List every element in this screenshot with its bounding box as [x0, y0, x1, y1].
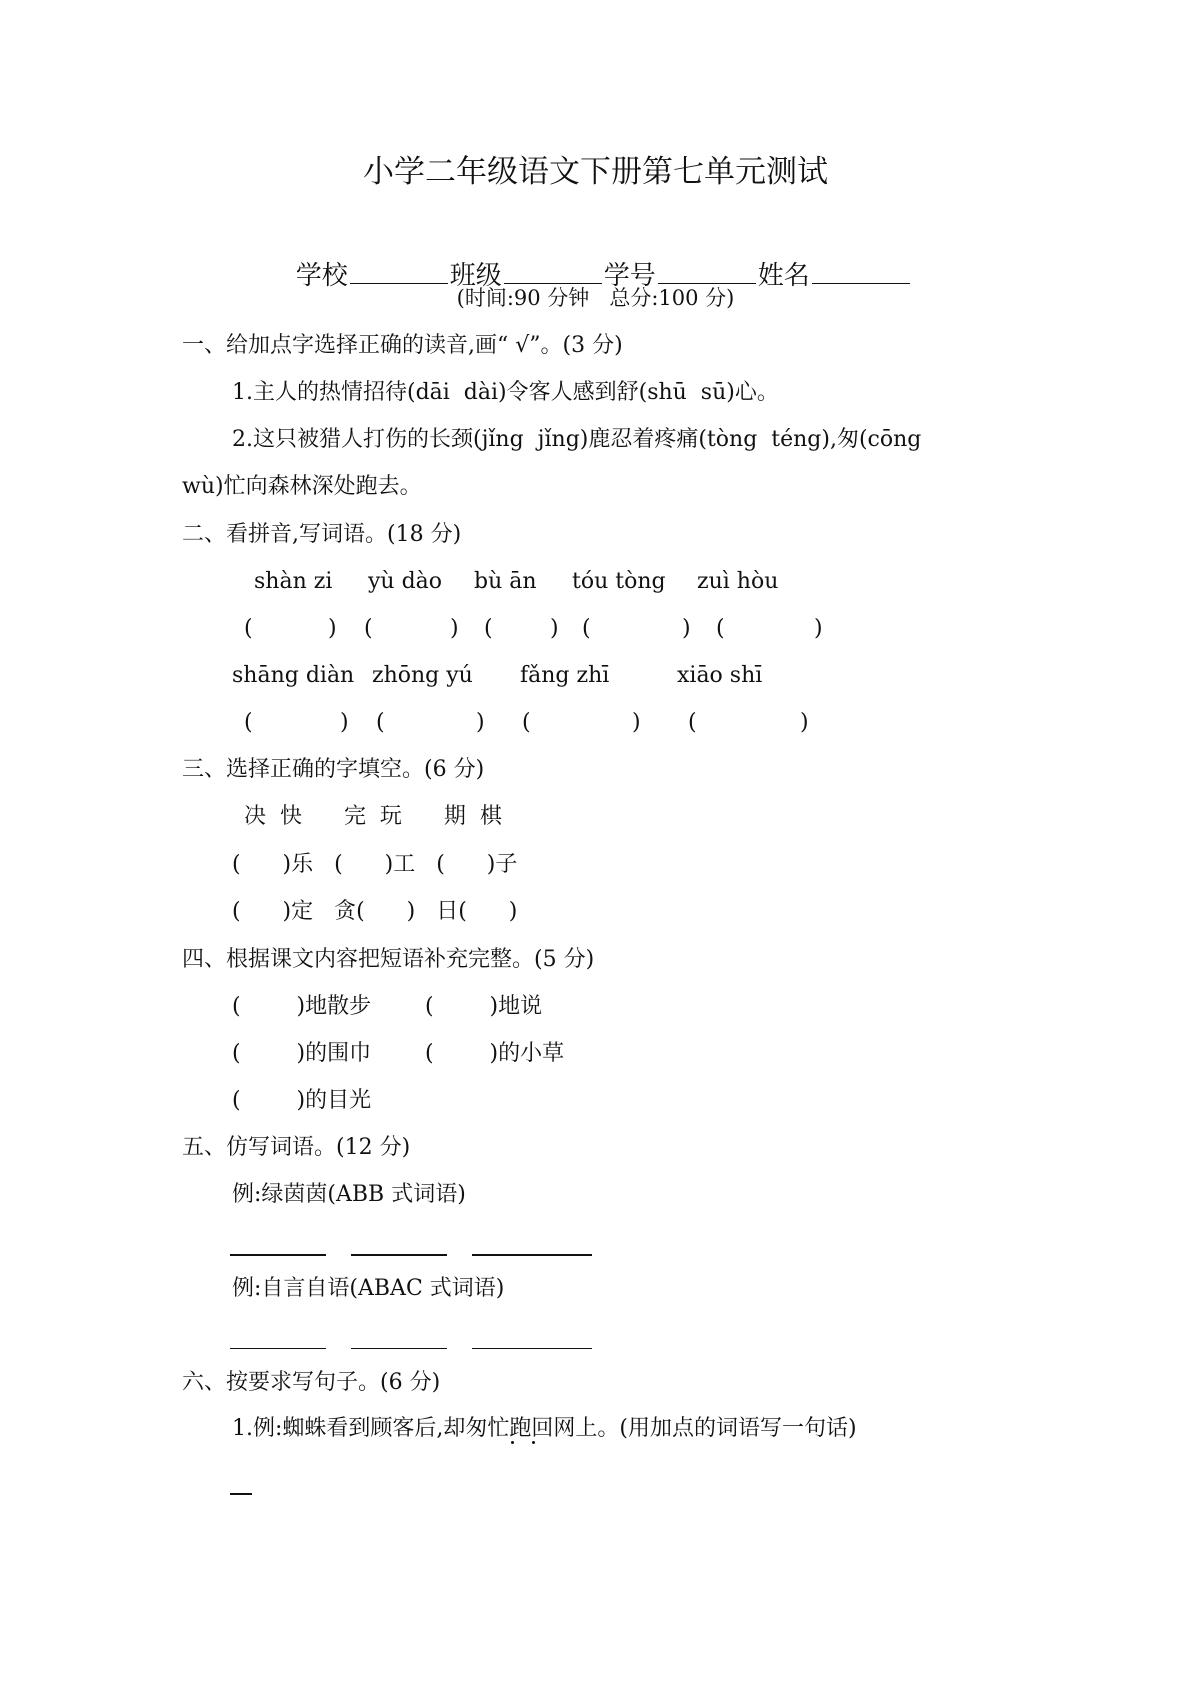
section-3-heading: 三、选择正确的字填空。(6 分)	[182, 757, 485, 782]
answer-line[interactable]	[230, 1348, 326, 1349]
answer-paren-close[interactable]: )	[632, 710, 641, 735]
section-1-heading: 一、给加点字选择正确的读音,画“ √”。(3 分)	[182, 333, 623, 358]
pinyin-item: xiāo shī	[677, 663, 763, 688]
answer-line[interactable]	[472, 1348, 592, 1349]
pinyin-item: shāng diàn	[232, 663, 355, 688]
answer-paren-open[interactable]: (	[244, 710, 253, 735]
pinyin-item: zhōng yú	[372, 663, 473, 688]
answer-line[interactable]	[351, 1348, 447, 1349]
answer-paren-close[interactable]: )	[814, 616, 823, 641]
pinyin-item: bù ān	[474, 569, 537, 594]
section-4-heading: 四、根据课文内容把短语补充完整。(5 分)	[182, 947, 595, 972]
character-choices: 决 快 完 玩 期 棋	[244, 804, 502, 829]
answer-paren-close[interactable]: )	[682, 616, 691, 641]
answer-paren-open[interactable]: (	[716, 616, 725, 641]
class-blank[interactable]	[504, 261, 602, 284]
section-1-question-2-cont: wù)忙向森林深处跑去。	[182, 474, 422, 499]
answer-paren-open[interactable]: (	[364, 616, 373, 641]
answer-paren-close[interactable]: )	[328, 616, 337, 641]
name-label: 姓名	[757, 261, 810, 291]
section-5-heading: 五、仿写词语。(12 分)	[182, 1135, 411, 1160]
example-abb: 例:绿茵茵(ABB 式词语)	[232, 1182, 466, 1207]
class-label: 班级	[449, 261, 502, 291]
answer-paren-open[interactable]: (	[688, 710, 697, 735]
time-score-line: (时间:90 分钟 总分:100 分)	[456, 286, 735, 310]
phrase-blank[interactable]: ( )的目光	[232, 1088, 372, 1113]
answer-paren-close[interactable]: )	[340, 710, 349, 735]
number-label: 学号	[603, 261, 656, 291]
section-1-question-2: 2.这只被猎人打伤的长颈(jǐng jǐng)鹿忍着疼痛(tòng téng),匆(cōng	[232, 427, 922, 452]
answer-paren-close[interactable]: )	[450, 616, 459, 641]
answer-paren-open[interactable]: (	[582, 616, 591, 641]
emphasis-dot	[511, 1441, 514, 1444]
pinyin-item: yù dào	[368, 569, 443, 594]
answer-paren-close[interactable]: )	[800, 710, 809, 735]
answer-paren-close[interactable]: )	[476, 710, 485, 735]
section-2-heading: 二、看拼音,写词语。(18 分)	[182, 522, 462, 547]
pinyin-item: fǎng zhī	[520, 663, 610, 688]
section-6-question-1: 1.例:蜘蛛看到顾客后,却匆忙跑回网上。(用加点的词语写一句话)	[232, 1416, 857, 1441]
fill-line-2[interactable]: ( )定 贪( ) 日( )	[232, 899, 518, 924]
answer-paren-open[interactable]: (	[484, 616, 493, 641]
page-title: 小学二年级语文下册第七单元测试	[363, 154, 828, 190]
pinyin-item: zuì hòu	[697, 569, 779, 594]
answer-paren-open[interactable]: (	[522, 710, 531, 735]
school-blank[interactable]	[350, 261, 448, 284]
name-blank[interactable]	[812, 261, 910, 284]
answer-paren-open[interactable]: (	[376, 710, 385, 735]
phrase-blank[interactable]: ( )的小草	[425, 1041, 565, 1066]
example-abac: 例:自言自语(ABAC 式词语)	[232, 1276, 505, 1301]
phrase-blank[interactable]: ( )的围巾	[232, 1041, 372, 1066]
school-label: 学校	[295, 261, 348, 291]
answer-line[interactable]	[472, 1254, 592, 1256]
pinyin-item: tóu tòng	[572, 569, 666, 594]
number-blank[interactable]	[658, 261, 756, 284]
emphasis-dot	[532, 1441, 535, 1444]
section-1-question-1: 1.主人的热情招待(dāi dài)令客人感到舒(shū sū)心。	[232, 380, 779, 405]
pinyin-item: shàn zi	[254, 569, 333, 594]
answer-line[interactable]	[351, 1254, 447, 1256]
answer-line[interactable]	[230, 1254, 326, 1256]
fill-line-1[interactable]: ( )乐 ( )工 ( )子	[232, 852, 518, 877]
answer-paren-close[interactable]: )	[550, 616, 559, 641]
phrase-blank[interactable]: ( )地说	[425, 994, 543, 1019]
answer-paren-open[interactable]: (	[244, 616, 253, 641]
answer-line[interactable]	[230, 1493, 252, 1495]
phrase-blank[interactable]: ( )地散步	[232, 994, 372, 1019]
section-6-heading: 六、按要求写句子。(6 分)	[182, 1370, 441, 1395]
